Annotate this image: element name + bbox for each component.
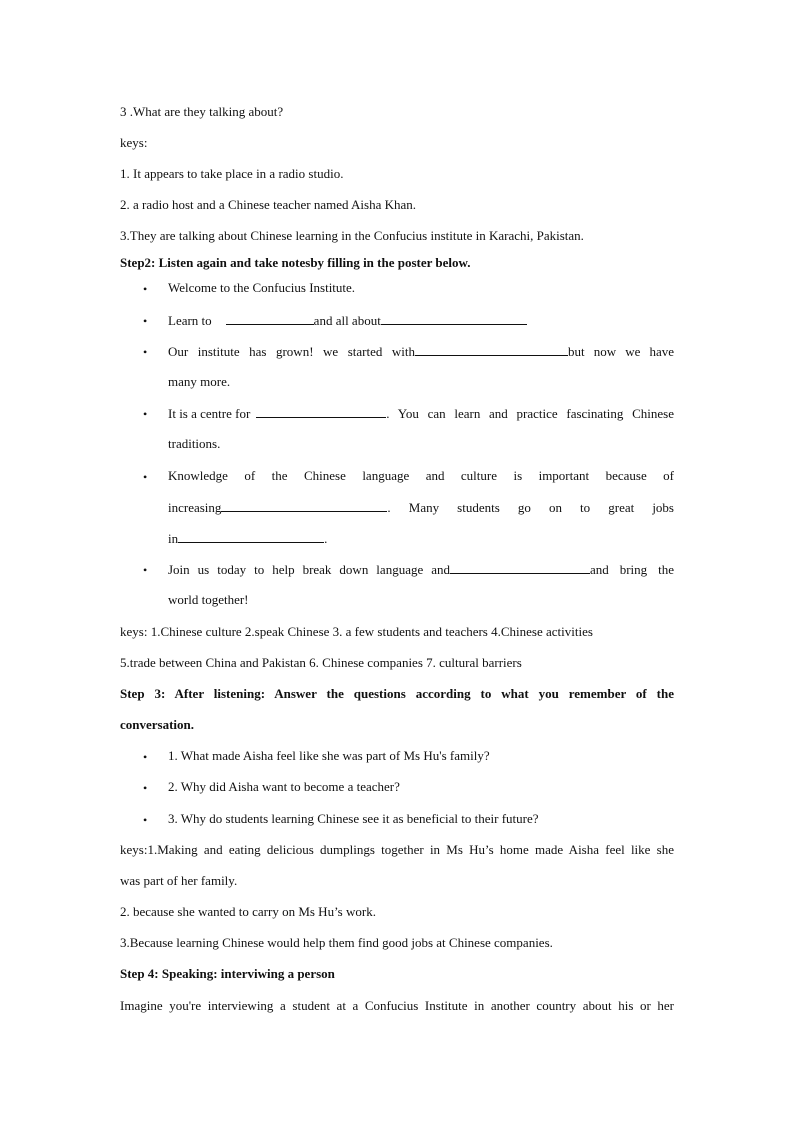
item5-text-c: . Many students go on to great jobs: [387, 500, 674, 515]
bullet-icon: •: [143, 407, 148, 421]
step3-question-1: 1. What made Aisha feel like she was part of Ms Hu's family?: [168, 748, 490, 763]
step3-key-3: 3.Because learning Chinese would help them find good jobs at Chinese companies.: [120, 935, 553, 950]
item3-text-b: but now we have: [568, 344, 674, 359]
blank-4[interactable]: [256, 405, 386, 418]
bullet-icon: •: [143, 750, 148, 764]
item2-text-a: Learn to: [168, 313, 212, 328]
blank-3[interactable]: [415, 343, 568, 356]
step2-keys-line-2: 5.trade between China and Pakistan 6. Chinese companies 7. cultural barriers: [120, 655, 522, 670]
item5-text-e: .: [324, 531, 328, 546]
step2-item-3-line-1: [168, 343, 674, 360]
item6-text-b: and bring the: [590, 562, 674, 577]
item4-text-b: . You can learn and practice fascinating Chinese: [386, 406, 674, 421]
step2-item-5-line-3: [168, 530, 327, 547]
bullet-icon: •: [143, 345, 148, 359]
step2-item-6-line-2: world together!: [168, 592, 249, 607]
bullet-icon: •: [143, 314, 148, 328]
step2-item-6-line-1: [168, 561, 674, 578]
step4-heading: Step 4: Speaking: interviwing a person: [120, 966, 335, 981]
step2-item-2: [168, 312, 527, 329]
step2-item-1: Welcome to the Confucius Institute.: [168, 280, 356, 295]
bullet-icon: •: [143, 282, 148, 296]
step2-item-5-line-1: Knowledge of the Chinese language and culture is important because of: [168, 468, 674, 483]
bullet-icon: •: [143, 781, 148, 795]
step3-question-3: 3. Why do students learning Chinese see it as beneficial to their future?: [168, 811, 539, 826]
step2-item-3-line-2: many more.: [168, 374, 231, 389]
step3-keys-line-1: keys:1.Making and eating delicious dumplings together in Ms Hu’s home made Aisha feel like she: [120, 842, 674, 857]
item4-text-a: It is a centre for: [168, 406, 251, 421]
blank-7[interactable]: [450, 561, 590, 574]
step4-text: Imagine you're interviewing a student at a Confucius Institute in another country about his or her: [120, 998, 674, 1013]
bullet-icon: •: [143, 470, 148, 484]
item5-text-b: increasing: [168, 500, 222, 515]
step2-heading: Step2: Listen again and take notesby filling in the poster below.: [120, 255, 471, 270]
step3-heading-line-1: Step 3: After listening: Answer the questions according to what you remember of the: [120, 686, 674, 701]
step3-keys-line-2: was part of her family.: [120, 873, 238, 888]
step3-key-2: 2. because she wanted to carry on Ms Hu’s work.: [120, 904, 376, 919]
q3-answer-1: 1. It appears to take place in a radio studio.: [120, 166, 344, 181]
step3-question-2: 2. Why did Aisha want to become a teacher?: [168, 779, 400, 794]
q3-answer-2: 2. a radio host and a Chinese teacher named Aisha Khan.: [120, 197, 417, 212]
bullet-icon: •: [143, 563, 148, 577]
blank-2[interactable]: [381, 312, 527, 325]
step2-keys-line-1: keys: 1.Chinese culture 2.speak Chinese 3. a few students and teachers 4.Chinese activities: [120, 624, 593, 639]
q3-answer-3: 3.They are talking about Chinese learning in the Confucius institute in Karachi, Pakistan.: [120, 228, 584, 243]
blank-1[interactable]: [226, 312, 314, 325]
step3-heading-line-2: conversation.: [120, 717, 195, 732]
item5-text-d: in: [168, 531, 179, 546]
item3-text-a: Our institute has grown! we started with: [168, 344, 415, 359]
blank-5[interactable]: [221, 499, 387, 512]
blank-6[interactable]: [178, 530, 324, 543]
item2-text-b: and all about: [313, 313, 381, 328]
item6-text-a: Join us today to help break down language and: [168, 562, 450, 577]
step2-item-4-line-2: traditions.: [168, 436, 221, 451]
q3-keys-label: keys:: [120, 135, 148, 150]
step2-item-4-line-1: [168, 405, 674, 422]
bullet-icon: •: [143, 813, 148, 827]
step2-item-5-line-2: [168, 499, 674, 516]
q3-question: 3 .What are they talking about?: [120, 104, 284, 119]
